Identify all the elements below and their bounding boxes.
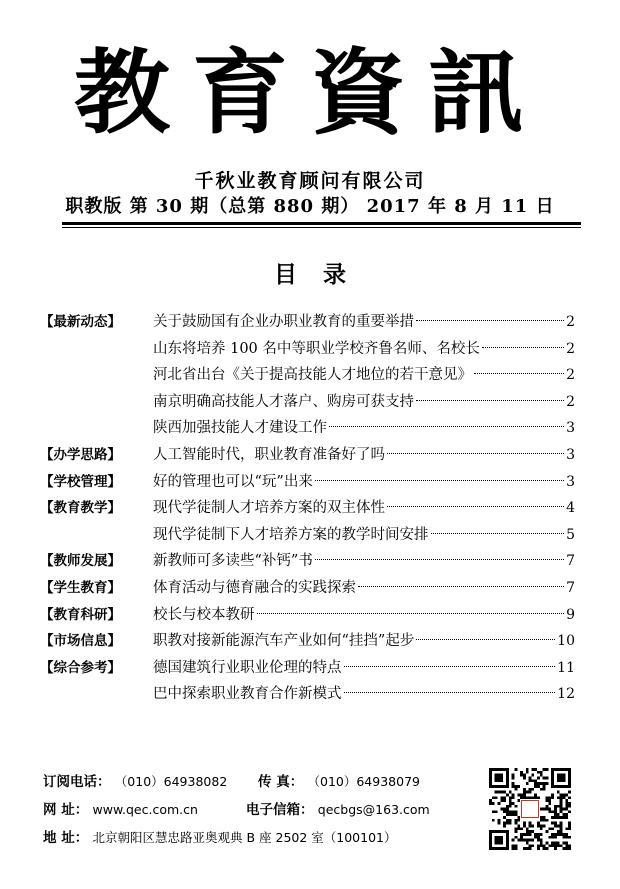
toc-page-number: 2 bbox=[566, 340, 575, 357]
toc-page-number: 9 bbox=[566, 606, 575, 623]
toc-entry-title: 关于鼓励国有企业办职业教育的重要举措 bbox=[153, 314, 414, 330]
toc-page-number: 3 bbox=[566, 446, 575, 463]
toc-row[interactable] bbox=[40, 548, 575, 575]
address-label: 地 址： bbox=[43, 830, 89, 846]
toc-category: 【最新动态】 bbox=[40, 314, 121, 330]
header-rule-thick bbox=[62, 222, 581, 225]
toc-entry-title: 人工智能时代，职业教育准备好了吗 bbox=[153, 446, 385, 463]
toc-page-number: 2 bbox=[566, 367, 575, 384]
toc-page-number: 2 bbox=[566, 393, 575, 410]
toc-entry[interactable] bbox=[153, 389, 575, 415]
toc-page-number: 2 bbox=[566, 314, 575, 330]
toc-entry-title: 现代学徒制下人才培养方案的教学时间安排 bbox=[153, 526, 429, 543]
toc-page-number: 3 bbox=[566, 420, 575, 437]
web-row bbox=[43, 796, 430, 824]
toc-entry[interactable] bbox=[153, 681, 575, 707]
toc-entry-title: 巴中探索职业教育合作新模式 bbox=[153, 686, 342, 703]
toc-row[interactable] bbox=[40, 336, 575, 363]
toc-page-number: 10 bbox=[557, 633, 575, 650]
toc-row[interactable] bbox=[40, 389, 575, 416]
toc-leader-dots bbox=[387, 506, 564, 507]
address-value: 北京朝阳区慧忠路亚奥观典 B 座 2502 室（100101） bbox=[92, 830, 397, 845]
toc-leader-dots bbox=[474, 373, 564, 374]
address-row bbox=[43, 824, 397, 852]
toc-entry[interactable] bbox=[153, 309, 575, 335]
toc-leader-dots bbox=[482, 347, 564, 348]
toc-page-number: 12 bbox=[557, 686, 575, 703]
toc-entry[interactable] bbox=[153, 362, 575, 388]
toc-row[interactable] bbox=[40, 415, 575, 442]
fax-number: （010）64938079 bbox=[307, 774, 420, 789]
fax-label: 传 真： bbox=[258, 774, 304, 790]
toc-row[interactable] bbox=[40, 495, 575, 522]
toc-entry-title: 河北省出台《关于提高技能人才地位的若干意见》 bbox=[153, 367, 472, 384]
toc-entry[interactable] bbox=[153, 522, 575, 548]
toc-entry[interactable] bbox=[153, 415, 575, 441]
toc-category: 【学校管理】 bbox=[40, 473, 121, 490]
toc-category: 【教师发展】 bbox=[40, 553, 121, 570]
toc-entry-title: 南京明确高技能人才落户、购房可获支持 bbox=[153, 393, 414, 410]
toc-page-number: 11 bbox=[557, 659, 575, 676]
toc-leader-dots bbox=[344, 692, 556, 693]
toc-row[interactable] bbox=[40, 362, 575, 389]
toc-leader-dots bbox=[387, 453, 564, 454]
toc-row[interactable] bbox=[40, 309, 575, 336]
toc-entry[interactable] bbox=[153, 495, 575, 521]
toc-row[interactable] bbox=[40, 602, 575, 629]
subscribe-phone: （010）64938082 bbox=[114, 774, 228, 789]
toc-leader-dots bbox=[358, 586, 564, 587]
toc-leader-dots bbox=[329, 426, 564, 427]
toc-leader-dots bbox=[416, 400, 564, 401]
toc-category: 【市场信息】 bbox=[40, 633, 121, 650]
toc-entry[interactable] bbox=[153, 602, 575, 628]
toc-leader-dots bbox=[416, 639, 555, 640]
toc-leader-dots bbox=[315, 480, 564, 481]
qr-code-icon bbox=[489, 768, 571, 850]
toc-entry-title: 陕西加强技能人才建设工作 bbox=[153, 420, 327, 437]
toc-row[interactable] bbox=[40, 655, 575, 682]
toc-page-number: 7 bbox=[566, 553, 575, 570]
contact-footer bbox=[43, 768, 430, 852]
subscribe-label: 订阅电话： bbox=[43, 774, 111, 790]
header-rule-thin bbox=[62, 227, 581, 228]
table-of-contents bbox=[40, 309, 575, 708]
toc-entry-title: 好的管理也可以“玩”出来 bbox=[153, 473, 313, 490]
toc-entry[interactable] bbox=[153, 575, 575, 601]
toc-title: 目录 bbox=[274, 261, 372, 288]
toc-entry[interactable] bbox=[153, 628, 575, 654]
toc-category: 【综合参考】 bbox=[40, 659, 121, 676]
publisher-name: 千秋业教育顾问有限公司 bbox=[194, 170, 426, 192]
web-label: 网 址： bbox=[43, 802, 89, 818]
toc-leader-dots bbox=[315, 559, 564, 560]
website-link[interactable]: www.qec.com.cn bbox=[92, 802, 198, 817]
toc-row[interactable] bbox=[40, 681, 575, 708]
toc-category: 【教育教学】 bbox=[40, 500, 121, 517]
toc-row[interactable] bbox=[40, 575, 575, 602]
phone-row bbox=[43, 768, 420, 796]
toc-entry[interactable] bbox=[153, 336, 575, 362]
toc-entry[interactable] bbox=[153, 469, 575, 495]
toc-entry-title: 校长与校本教研 bbox=[153, 606, 255, 623]
toc-page-number: 5 bbox=[566, 526, 575, 543]
toc-leader-dots bbox=[431, 533, 565, 534]
toc-entry-title: 现代学徒制人才培养方案的双主体性 bbox=[153, 500, 385, 517]
email-link[interactable]: qecbgs@163.com bbox=[317, 802, 430, 817]
toc-category: 【办学思路】 bbox=[40, 446, 121, 463]
email-label: 电子信箱： bbox=[246, 802, 314, 818]
toc-row[interactable] bbox=[40, 522, 575, 549]
toc-page-number: 7 bbox=[566, 579, 575, 596]
toc-row[interactable] bbox=[40, 442, 575, 469]
toc-category: 【教育科研】 bbox=[40, 606, 121, 623]
toc-entry[interactable] bbox=[153, 548, 575, 574]
toc-page-number: 4 bbox=[566, 500, 575, 517]
issue-line: 职教版 第 30 期（总第 880 期） 2017 年 8 月 11 日 bbox=[65, 196, 555, 217]
toc-entry[interactable] bbox=[153, 655, 575, 681]
toc-entry-title: 德国建筑行业职业伦理的特点 bbox=[153, 659, 342, 676]
toc-entry-title: 职教对接新能源汽车产业如何“挂挡”起步 bbox=[153, 633, 415, 650]
toc-row[interactable] bbox=[40, 628, 575, 655]
toc-entry[interactable] bbox=[153, 442, 575, 468]
toc-entry-title: 山东将培养 100 名中等职业学校齐鲁名师、名校长 bbox=[153, 340, 480, 357]
toc-entry-title: 体育活动与德育融合的实践探索 bbox=[153, 579, 356, 596]
toc-row[interactable] bbox=[40, 469, 575, 496]
toc-leader-dots bbox=[416, 320, 564, 321]
toc-leader-dots bbox=[257, 613, 565, 614]
toc-page-number: 3 bbox=[566, 473, 575, 490]
toc-entry-title: 新教师可多读些“补钙”书 bbox=[153, 553, 313, 570]
toc-leader-dots bbox=[344, 666, 556, 667]
toc-category: 【学生教育】 bbox=[40, 579, 121, 596]
masthead-title: 教育資訊 bbox=[74, 38, 546, 147]
